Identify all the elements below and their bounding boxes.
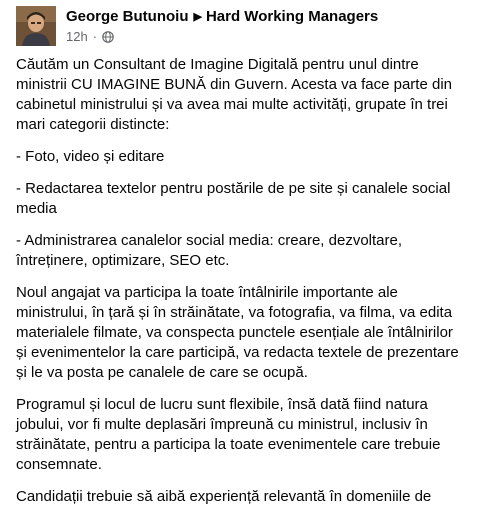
post-meta xyxy=(66,29,114,45)
meta-separator: · xyxy=(92,29,98,44)
post-header xyxy=(16,6,465,46)
post-paragraph: - Redactarea textelor pentru postările de pe site și canalele social media xyxy=(16,180,451,217)
post-paragraph: Căutăm un Consultant de Imagine Digitală pentru unul dintre ministrii CU IMAGINE BUNĂ din Guvern. Acesta va face parte din cabinetul ministrului și va avea mai multe activități, grupate în trei mari categorii distincte: xyxy=(16,56,452,133)
post-paragraph: Programul și locul de lucru sunt flexibile, însă dată fiind natura jobului, vor fi multe deplasări împreună cu ministrul, inclusiv în străinătate, pentru a participa la toate evenimentele care trebuie consemnate. xyxy=(16,396,441,473)
post-timestamp[interactable]: 12h xyxy=(66,29,88,44)
caret-right-icon: ▶ xyxy=(193,11,202,23)
profile-photo-icon xyxy=(16,6,56,46)
post-paragraph: - Foto, video și editare xyxy=(16,148,165,165)
post-text xyxy=(16,55,466,519)
globe-icon[interactable] xyxy=(102,31,114,43)
group-name[interactable]: Hard Working Managers xyxy=(205,8,379,25)
post-paragraph: - Administrarea canalelor social media: creare, dezvoltare, întreținere, optimizare, SEO etc. xyxy=(16,232,403,269)
author-avatar[interactable] xyxy=(16,6,56,46)
author-line xyxy=(66,8,378,26)
author-name[interactable]: George Butunoiu xyxy=(66,8,189,25)
post-paragraph: Noul angajat va participa la toate întâlnirile importante ale ministrului, în țară și în străinătate, va fotografia, va filma, va edita materialele filmate, va conspecta punctele esențiale ale întâlnirilor și evenimentelor la care participă, va redacta textele de prezentare și le va posta pe canalele de care se ocupă. xyxy=(16,284,459,381)
post-paragraph: Candidații trebuie să aibă experiență relevantă în domeniile de xyxy=(16,488,432,505)
